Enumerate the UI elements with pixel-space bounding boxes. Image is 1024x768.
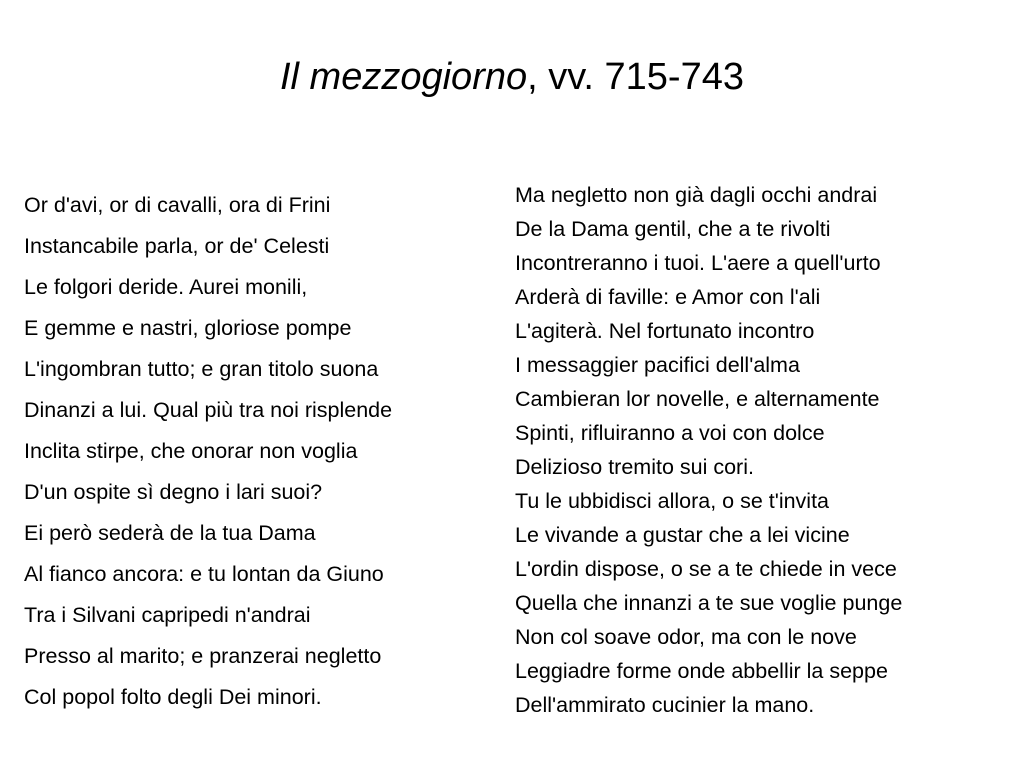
verse-line: Or d'avi, or di cavalli, ora di Frini [24, 193, 331, 217]
verse-line: Dinanzi a lui. Qual più tra noi risplende [24, 398, 393, 422]
page-title [0, 52, 1024, 102]
verse-line: Delizioso tremito sui cori. [515, 455, 754, 479]
title-verses: , vv. 715-743 [527, 56, 744, 98]
verse-line: D'un ospite sì degno i lari suoi? [24, 480, 323, 504]
verse-line: Ma negletto non già dagli occhi andrai [515, 183, 878, 207]
verse-line: I messaggier pacifici dell'alma [515, 353, 800, 377]
verse-line: Cambieran lor novelle, e alternamente [515, 387, 880, 411]
poem-column-left [24, 185, 392, 718]
verse-line: Instancabile parla, or de' Celesti [24, 234, 330, 258]
verse-line: E gemme e nastri, gloriose pompe [24, 316, 352, 340]
verse-line: Quella che innanzi a te sue voglie punge [515, 591, 903, 615]
poem-column-right [515, 178, 902, 722]
verse-line: Le vivande a gustar che a lei vicine [515, 523, 850, 547]
verse-line: L'agiterà. Nel fortunato incontro [515, 319, 815, 343]
verse-line: Al fianco ancora: e tu lontan da Giuno [24, 562, 384, 586]
verse-line: Col popol folto degli Dei minori. [24, 685, 322, 709]
verse-line: Leggiadre forme onde abbellir la seppe [515, 659, 888, 683]
verse-line: Presso al marito; e pranzerai negletto [24, 644, 382, 668]
verse-line: Inclita stirpe, che onorar non voglia [24, 439, 358, 463]
verse-line: Tra i Silvani capripedi n'andrai [24, 603, 311, 627]
title-work: Il mezzogiorno [280, 56, 528, 98]
verse-line: Incontreranno i tuoi. L'aere a quell'urto [515, 251, 881, 275]
verse-line: Tu le ubbidisci allora, o se t'invita [515, 489, 830, 513]
verse-line: De la Dama gentil, che a te rivolti [515, 217, 831, 241]
verse-line: Ei però sederà de la tua Dama [24, 521, 316, 545]
verse-line: L'ingombran tutto; e gran titolo suona [24, 357, 379, 381]
verse-line: Non col soave odor, ma con le nove [515, 625, 857, 649]
verse-line: Le folgori deride. Aurei monili, [24, 275, 308, 299]
verse-line: L'ordin dispose, o se a te chiede in vece [515, 557, 897, 581]
verse-line: Spinti, rifluiranno a voi con dolce [515, 421, 825, 445]
verse-line: Dell'ammirato cucinier la mano. [515, 693, 815, 717]
verse-line: Arderà di faville: e Amor con l'ali [515, 285, 821, 309]
